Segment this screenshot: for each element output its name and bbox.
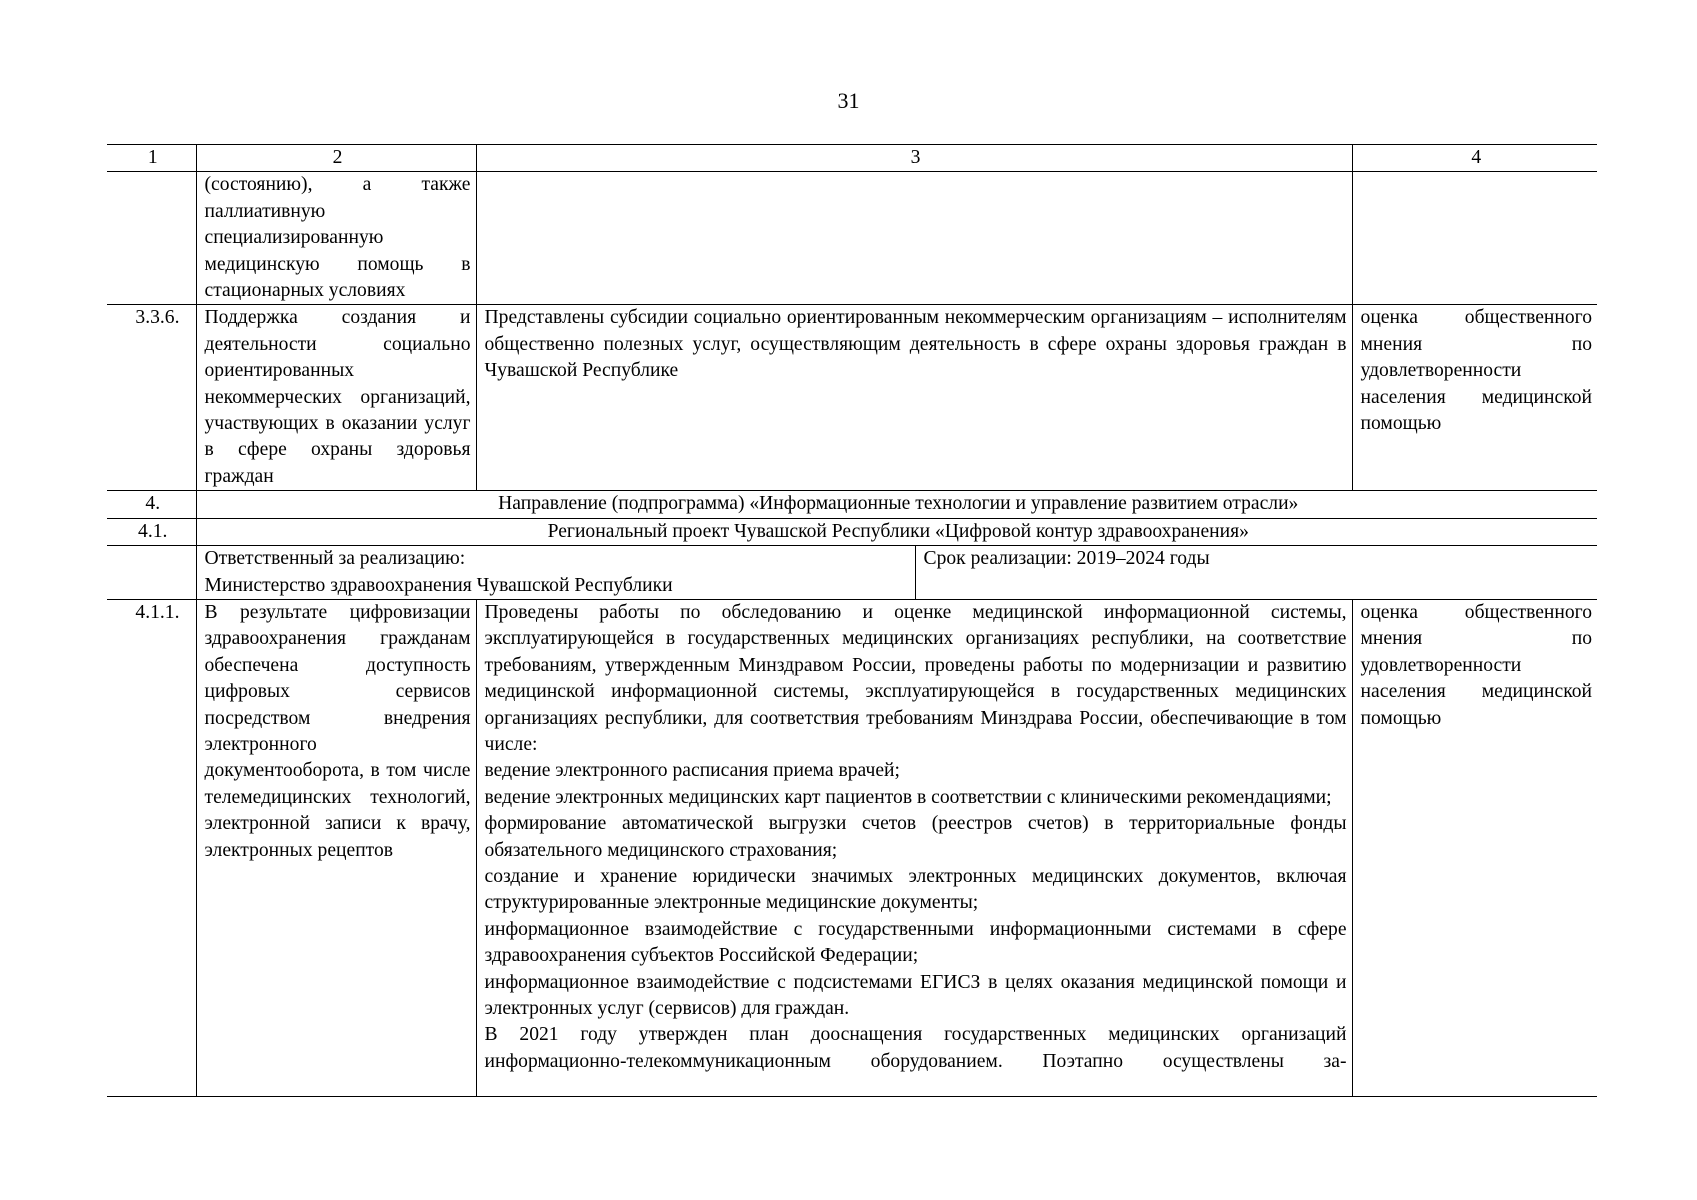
- result-cell: [476, 172, 1352, 305]
- num-cell: [107, 546, 196, 600]
- project-title: Региональный проект Чувашской Республики «Цифровой контур здравоохранения»: [196, 518, 1597, 545]
- table-row-continuation: [107, 172, 1597, 305]
- activity-cell: В результате цифровизации здравоохранения гражданам обеспечена доступность цифровых сервисов посредством внедрения электронного документооборота, в том числе телемедицинских технологий, электронной записи к врачу, электронных рецептов: [196, 599, 476, 1096]
- subprogram-title: Направление (подпрограмма) «Информационные технологии и управление развитием отрасли»: [196, 491, 1597, 518]
- num-cell: 4.1.1.: [107, 599, 196, 1096]
- result-paragraph: информационное взаимодействие с подсистемами ЕГИСЗ в целях оказания медицинской помощи и электронных услуг (сервисов) для граждан.: [484, 971, 1347, 1019]
- program-table: [107, 144, 1597, 1097]
- activity-cell: (состоянию), а также паллиативную специализированную медицинскую помощь в стационарных условиях: [196, 172, 476, 305]
- num-cell: [107, 172, 196, 305]
- header-cell-2: 2: [196, 145, 476, 172]
- table-row-responsible: [107, 546, 1597, 600]
- result-paragraph: информационное взаимодействие с государственными информационными системами в сфере здравоохранения субъектов Российской Федерации;: [484, 918, 1347, 967]
- num-cell: 3.3.6.: [107, 305, 196, 491]
- result-cell: Представлены субсидии социально ориентированным некоммерческим организациям – исполнителям общественно полезных услуг, осуществляющим деятельность в сфере охраны здоровья граждан в Чувашской Республике: [476, 305, 1352, 491]
- table-row-4: [107, 491, 1597, 518]
- result-paragraph: В 2021 году утвержден план дооснащения государственных медицинских организаций информационно-телекоммуникационным оборудованием. Поэтапно осуществлены за-: [484, 1024, 1347, 1072]
- indicator-cell: оценка общественного мнения по удовлетворенности населения медицинской помощью: [1352, 305, 1597, 491]
- header-cell-4: 4: [1352, 145, 1597, 172]
- result-paragraph: ведение электронного расписания приема врачей;: [484, 760, 900, 782]
- indicator-cell: оценка общественного мнения по удовлетворенности населения медицинской помощью: [1352, 599, 1597, 1096]
- indicator-cell: [1352, 172, 1597, 305]
- responsible-label: Ответственный за реализацию:: [204, 548, 466, 570]
- term-cell: Срок реализации: 2019–2024 годы: [915, 546, 1597, 600]
- result-cell: [476, 599, 1352, 1096]
- table-row-3-3-6: [107, 305, 1597, 491]
- page-number: 31: [837, 88, 860, 113]
- table-row-4-1-1: [107, 599, 1597, 1096]
- result-paragraph: Проведены работы по обследованию и оценке медицинской информационной системы, эксплуатирующейся в государственных медицинских организациях республики, на соответствие требованиям, утвержденным Минздравом России, проведены работы по модернизации и развитию медицинской информационной системы, эксплуатирующейся в государственных медицинских организациях республики, для соответствия требованиям Минздрава России, обеспечивающие в том числе:: [484, 601, 1347, 755]
- responsible-cell: [196, 546, 915, 600]
- num-cell: 4.: [107, 491, 196, 518]
- result-paragraph: создание и хранение юридически значимых электронных медицинских документов, включая структурированные электронные медицинские документы;: [484, 865, 1347, 914]
- result-paragraph: формирование автоматической выгрузки счетов (реестров счетов) в территориальные фонды обязательного медицинского страхования;: [484, 813, 1347, 861]
- num-cell: 4.1.: [107, 518, 196, 545]
- result-paragraph: ведение электронных медицинских карт пациентов в соответствии с клиническими рекомендациями;: [484, 786, 1332, 808]
- header-cell-3: 3: [476, 145, 1352, 172]
- header-cell-1: 1: [107, 145, 196, 172]
- activity-cell: Поддержка создания и деятельности социально ориентированных некоммерческих организаций, участвующих в оказании услуг в сфере охраны здоровья граждан: [196, 305, 476, 491]
- table-header-row: [107, 145, 1597, 172]
- responsible-value: Министерство здравоохранения Чувашской Республики: [204, 574, 673, 596]
- table-row-4-1: [107, 518, 1597, 545]
